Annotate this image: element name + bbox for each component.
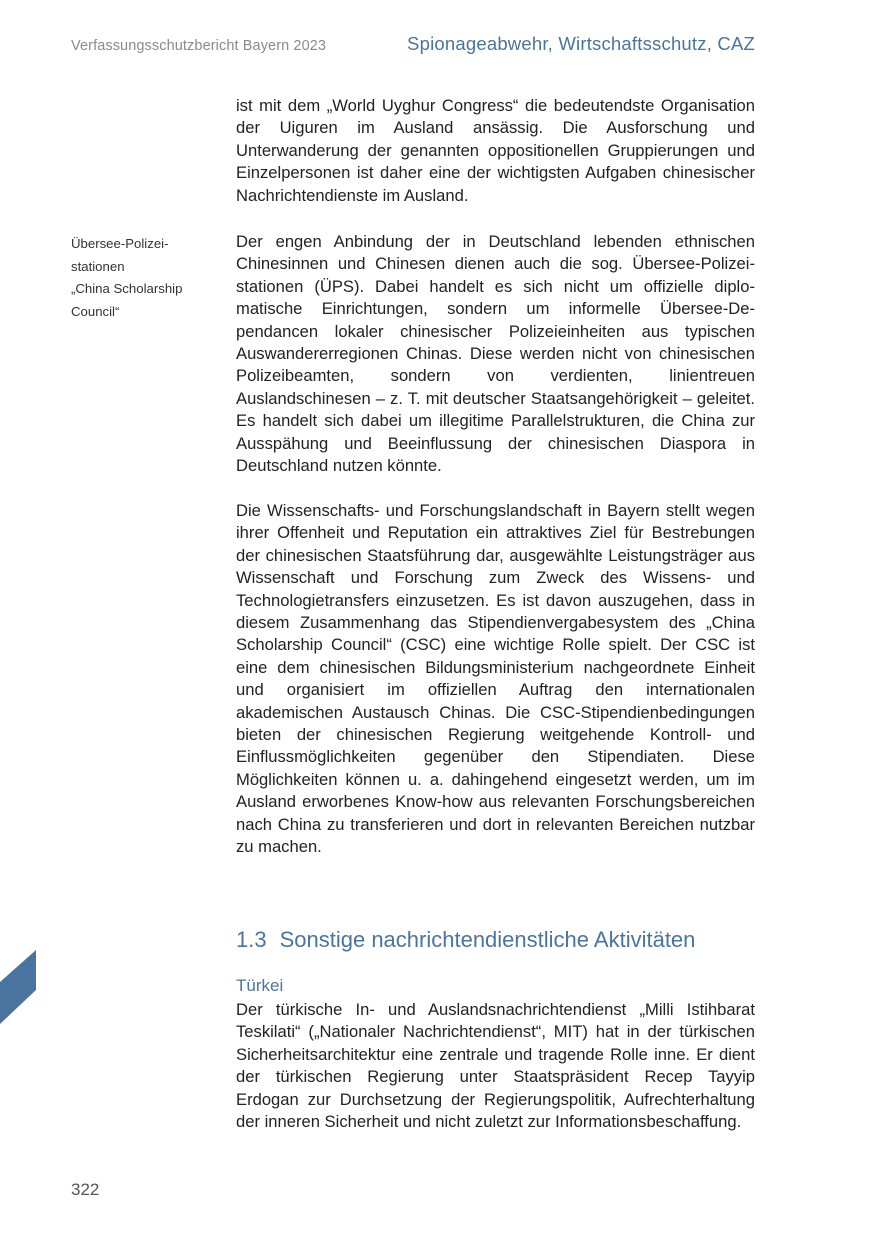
- paragraph-overseas-police: Der engen Anbindung der in Deutschland lebenden ethnischen Chinesinnen und Chinesen dienen auch die sog. Übersee-Polizeistationen (ÜPS). Dabei handelt es sich nicht um offizielle diplomatische Einrichtungen, sondern um informelle Übersee-Dependancen lokaler chinesischer Polizeieinheiten aus typischen Auswandererregionen Chinas. Diese werden nicht von chinesischen Polizeibeamten, sondern von verdienten, linientreuen Auslandschinesen – z. T. mit deutscher Staatsangehörigkeit – geleitet. Es handelt sich dabei um illegitime Parallelstrukturen, die China zur Ausspähung und Beeinflussung der chinesischen Diaspora in Deutschland nutzen könnte.: [236, 232, 755, 476]
- margin-note-line: „China Scholarship: [71, 281, 183, 296]
- section-heading: [236, 927, 695, 953]
- section-title: Sonstige nachrichtendienstliche Aktivitäten: [279, 927, 696, 952]
- section-number: 1.3: [236, 927, 267, 952]
- paragraph-scholarship-council: Die Wissenschafts- und Forschungslandschaft in Bayern stellt wegen ihrer Offenheit und Reputation ein attraktives Ziel für Bestrebungen der chinesischen Staatsführung dar, ausgewählte Leistungsträger aus Wissenschaft und Forschung zum Zweck des Wissens- und Technologietransfers einzusetzen. Es ist davon auszugehen, dass in diesem Zusammenhang das Stipendienvergabesystem des „China Scholarship Council“ (CSC) eine wichtige Rolle spielt. Der CSC ist eine dem chinesischen Bildungsministerium nachgeordnete Einheit und organisiert im offiziellen Auftrag den internationalen akademischen Austausch Chinas. Die CSC-Stipendienbedingungen bieten der chinesischen Regierung weitgehende Kontroll- und Einflussmöglichkeiten gegenüber den Stipendiaten. Diese Möglichkeiten können u. a. dahingehend eingesetzt werden, um im Ausland erworbenes Know-how aus relevanten Forschungsbereichen nach China zu transferieren und dort in relevanten Bereichen nutzbar zu machen.: [236, 501, 755, 857]
- margin-note-line: Council“: [71, 303, 120, 319]
- subheading-tuerkei: Türkei: [236, 976, 284, 995]
- page-number: 322: [71, 1180, 100, 1199]
- chapter-title: Spionageabwehr, Wirtschaftsschutz, CAZ: [407, 33, 755, 54]
- paragraph-uyghur: ist mit dem „World Uyghur Congress“ die bedeutendste Organisation der Uiguren im Ausland ansässig. Die Ausforschung und Unterwanderung der genannten oppositionellen Gruppierungen und Einzelpersonen ist daher eine der wichtigsten Aufgaben chinesischer Nachrichtendienste im Ausland.: [236, 96, 755, 205]
- margin-note-line: Übersee-Polizei-: [71, 236, 169, 251]
- margin-note: [71, 233, 221, 323]
- margin-note-line: stationen: [71, 258, 125, 274]
- chapter-marker-tab: [0, 950, 36, 1024]
- paragraph-turkey-mit: Der türkische In- und Auslandsnachrichtendienst „Milli Istihbarat Teskilati“ („Nationaler Nachrichtendienst“, MIT) hat in der türkischen Sicherheitsarchitektur eine zentrale und tragende Rolle inne. Er dient der türkischen Regierung unter Staatspräsident Recep Tayyip Erdogan zur Durchsetzung der Regierungspolitik, Aufrechterhaltung der inneren Sicherheit und nicht zuletzt zur Informationsbeschaffung.: [236, 1000, 755, 1132]
- document-title: Verfassungsschutzbericht Bayern 2023: [71, 38, 327, 54]
